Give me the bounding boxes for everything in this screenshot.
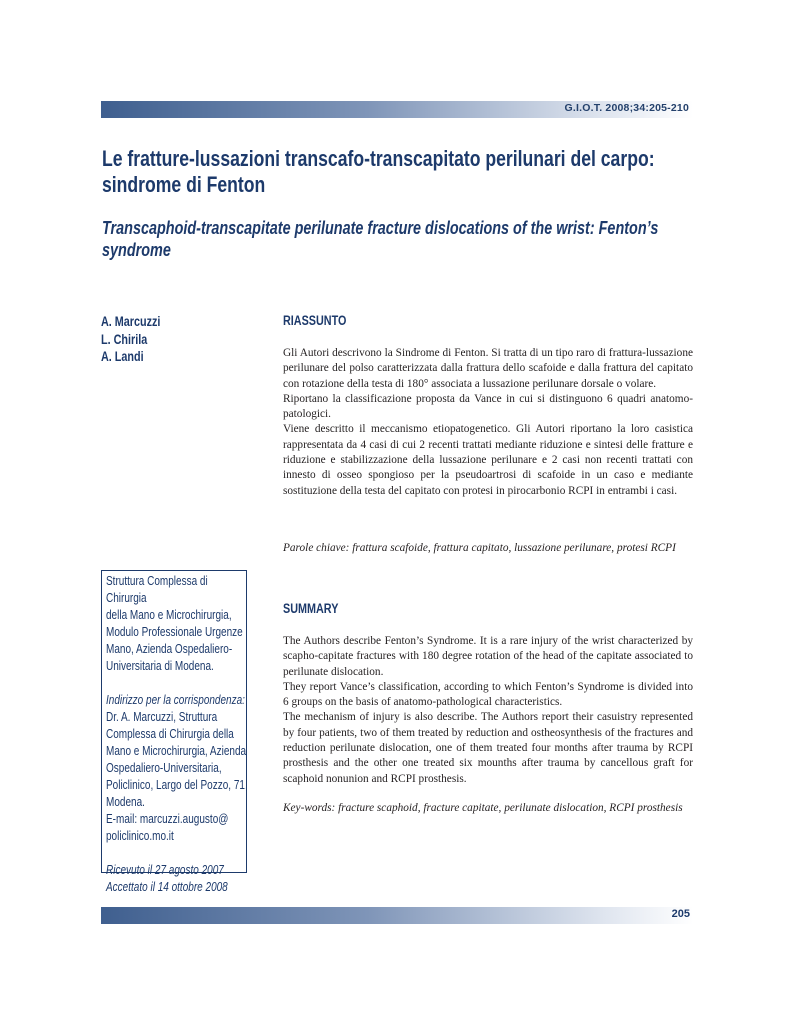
article-title [102, 146, 678, 198]
correspondence-line: Complessa di Chirurgia della [106, 727, 234, 741]
affiliation-text [106, 573, 248, 896]
affiliation-line: della Mano e Microchirurgia, [106, 608, 232, 622]
correspondence-line: Policlinico, Largo del Pozzo, 71, [106, 778, 248, 792]
summary-heading: SUMMARY [283, 601, 339, 616]
summary-paragraph: They report Vance’s classification, according to which Fenton’s Syndrome is divided into 6 groups on the basis of anatomo-pathological characteristics. [283, 680, 693, 709]
title-line-1: Le fratture-lussazioni transcafo-transcapitato perilunari del carpo: [102, 146, 655, 171]
accepted-date: Accettato il 14 ottobre 2008 [106, 880, 228, 894]
correspondence-email: policlinico.mo.it [106, 829, 174, 843]
affiliation-line: Struttura Complessa di Chirurgia [106, 574, 208, 605]
author-name: A. Landi [101, 349, 144, 364]
summary-paragraph: The Authors describe Fenton’s Syndrome. It is a rare injury of the wrist characterized by scapho-capitate fractures with 180 degree rotation of the head of the capitate associated to perilunate dislocation. [283, 635, 693, 678]
riassunto-keywords: Parole chiave: frattura scafoide, frattura capitato, lussazione perilunare, protesi RCPI [283, 542, 676, 554]
footer-band [101, 907, 693, 924]
author-name: A. Marcuzzi [101, 314, 161, 329]
author-name: L. Chirila [101, 331, 148, 347]
article-subtitle: Transcaphoid-transcapitate perilunate fracture dislocations of the wrist: Fenton’s syndrome [102, 218, 659, 260]
affiliation-box [101, 570, 248, 894]
riassunto-paragraph: Gli Autori descrivono la Sindrome di Fenton. Si tratta di un tipo raro di frattura-lussazione perilunare del polso caratterizzata dalla frattura dello scafoide e dalla frattura del capitato con rotazione della testa di 180° associata a lussazione perilunare dorsale o volare. [283, 347, 693, 390]
riassunto-body [283, 346, 693, 499]
affiliation-line: Modulo Professionale Urgenze [106, 625, 243, 639]
correspondence-line: Dr. A. Marcuzzi, Struttura [106, 710, 218, 724]
summary-paragraph: The mechanism of injury is also describe. The Authors report their casuistry represented by four patients, two of them treated by reduction and ostheosynthesis of the fractures and reduction perilunate dislocation, one of them treated four months after trauma by RCPI prosthesis and the other one treated six mounths after trauma by cancellous graft for scaphoid nonunion and RCPI prosthesis. [283, 711, 693, 785]
riassunto-paragraph: Riportano la classificazione proposta da Vance in cui si distinguono 6 quadri anatomo-patologici. [283, 392, 693, 421]
title-line-2: sindrome di Fenton [102, 172, 266, 197]
page-number: 205 [671, 908, 690, 920]
riassunto-paragraph: Viene descritto il meccanismo etiopatogenetico. Gli Autori riportano la loro casistica rappresentata da 4 casi di cui 2 recenti trattati mediante riduzione e sintesi delle fratture e riduzione e stabilizzazione della lussazione perilunare e 2 casi non recenti trattati con innesto di osseo spongioso per la pseudoartrosi di scafoide in un caso e mediante sostituzione della testa del capitato con protesi in pirocarbonio RCPI in entrambi i casi. [283, 423, 693, 497]
affiliation-line: Mano, Azienda Ospedaliero- [106, 642, 233, 656]
correspondence-label: Indirizzo per la corrispondenza: [106, 693, 245, 707]
correspondence-line: Mano e Microchirurgia, Azienda [106, 744, 247, 758]
correspondence-line: Modena. [106, 795, 145, 809]
affiliation-line: Universitaria di Modena. [106, 659, 214, 673]
summary-keywords: Key-words: fracture scaphoid, fracture capitate, perilunate dislocation, RCPI prosthesis [283, 802, 683, 814]
riassunto-heading: RIASSUNTO [283, 313, 347, 328]
summary-body [283, 634, 693, 787]
correspondence-line: Ospedaliero-Universitaria, [106, 761, 222, 775]
header-band [101, 101, 693, 118]
journal-citation: G.I.O.T. 2008;34:205-210 [564, 102, 689, 114]
received-date: Ricevuto il 27 agosto 2007 [106, 863, 224, 877]
correspondence-email: E-mail: marcuzzi.augusto@ [106, 812, 229, 826]
author-list [101, 313, 261, 366]
